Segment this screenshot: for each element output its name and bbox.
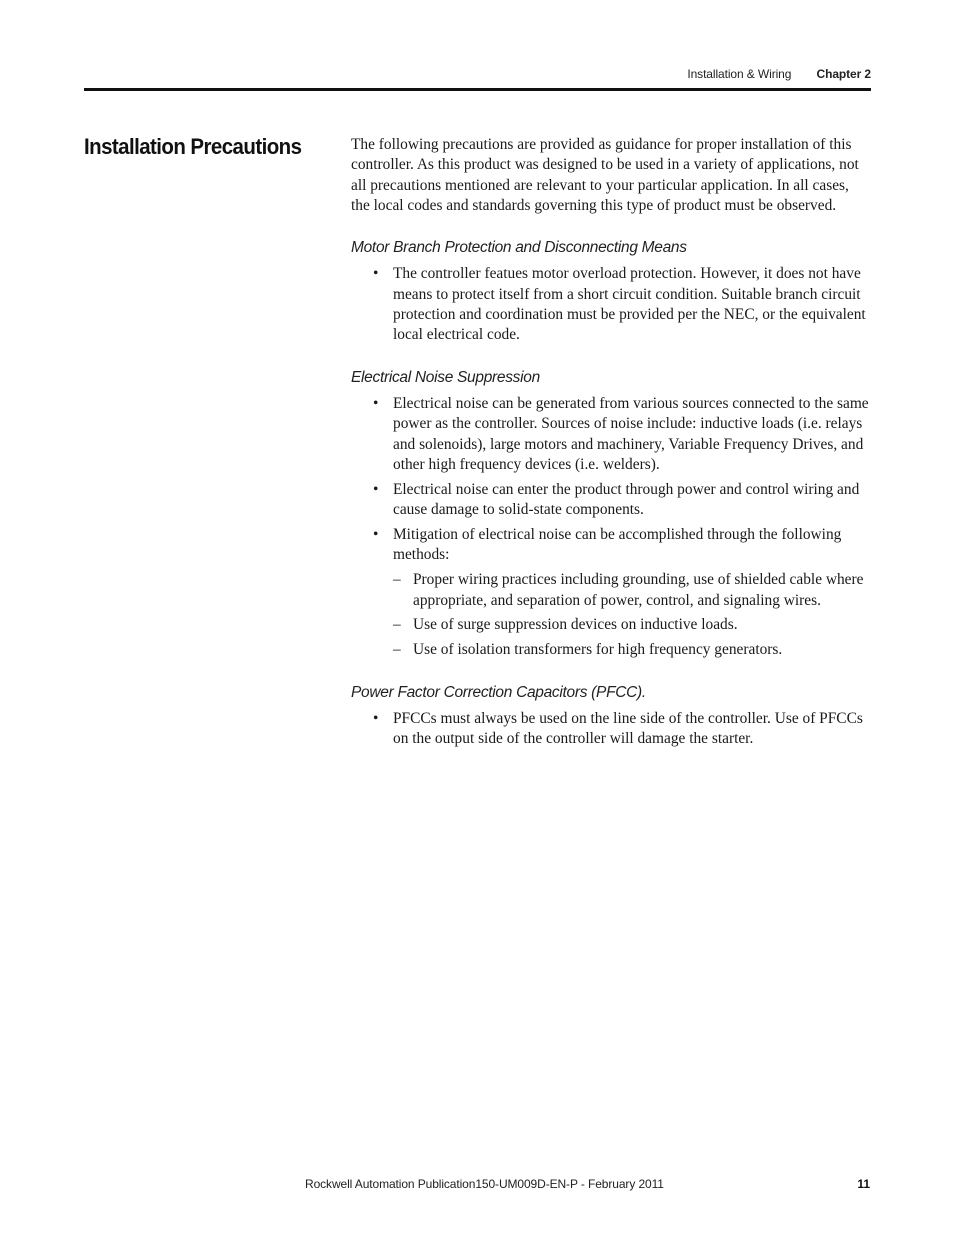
- bullet-item: • Electrical noise can be generated from various sources connected to the same power as the controller. Sources of noise include: inductive loads (i.e. relays and solenoids), large motors and machinery, Variable Frequency Drives, and other high frequency devices (i.e. welders).: [393, 394, 871, 475]
- bullet-text: Mitigation of electrical noise can be accomplished through the following methods:: [393, 525, 842, 564]
- bullet-item: • The controller featues motor overload protection. However, it does not have means to protect itself from a short circuit condition. Suitable branch circuit protection and coordination must be provided per the NEC, or the equivalent local electrical code.: [393, 264, 871, 345]
- header-section-label: Installation & Wiring: [687, 67, 792, 81]
- header-chapter-label: Chapter 2: [816, 67, 871, 81]
- noise-suppression-bullet-list: [351, 394, 871, 661]
- running-header: [687, 67, 871, 81]
- subsection-heading-motor-branch: Motor Branch Protection and Disconnecting Means: [351, 239, 687, 257]
- intro-paragraph: The following precautions are provided as guidance for proper installation of this controller. As this product was designed to be used in a variety of applications, not all precautions mentioned are relevant to your particular application. In all cases, the local codes and standards governing this type of product must be observed.: [351, 136, 859, 214]
- motor-branch-bullet-list: [351, 264, 871, 345]
- bullet-item-with-sublist: [393, 525, 871, 661]
- page-number: 11: [857, 1177, 870, 1191]
- section-body: [351, 135, 871, 754]
- bullet-item: • PFCCs must always be used on the line side of the controller. Use of PFCCs on the output side of the controller will damage the starter.: [393, 709, 871, 750]
- bullet-item: • Electrical noise can enter the product through power and control wiring and cause damage to solid-state components.: [393, 480, 871, 521]
- footer-publication: Rockwell Automation Publication150-UM009D-EN-P - February 2011: [305, 1177, 664, 1191]
- subsection-heading-pfcc: Power Factor Correction Capacitors (PFCC).: [351, 683, 646, 701]
- dash-item: – Use of isolation transformers for high frequency generators.: [413, 640, 871, 660]
- mitigation-dash-list: [393, 570, 871, 660]
- subsection-heading-noise-suppression: Electrical Noise Suppression: [351, 368, 540, 386]
- pfcc-bullet-list: [351, 709, 871, 750]
- dash-item: – Proper wiring practices including grounding, use of shielded cable where appropriate, and separation of power, control, and signaling wires.: [413, 570, 871, 611]
- section-title: Installation Precautions: [84, 134, 302, 159]
- header-rule: [84, 88, 871, 91]
- dash-item: – Use of surge suppression devices on inductive loads.: [413, 615, 871, 635]
